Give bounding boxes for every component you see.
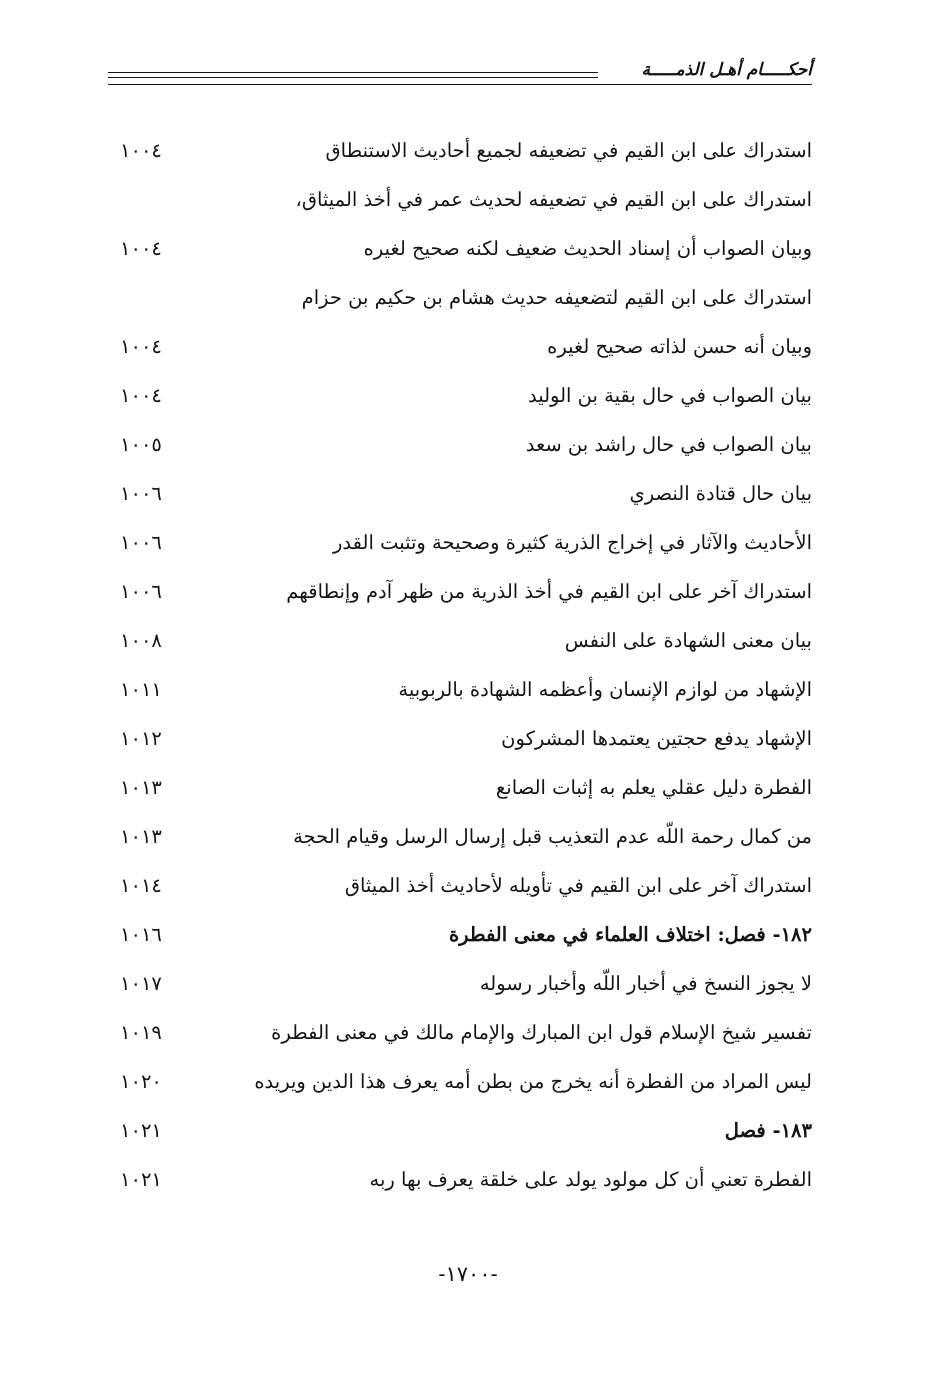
toc-row (100, 324, 812, 373)
toc-row (100, 667, 812, 716)
toc-page-number: ١٠٠٤ (120, 139, 162, 162)
toc-page-number: ١٠٠٤ (120, 335, 162, 358)
toc-row (100, 814, 812, 863)
running-header (108, 58, 812, 98)
toc-row (100, 128, 812, 177)
toc-entry-title: الفطرة دليل عقلي يعلم به إثبات الصانع (495, 776, 812, 799)
toc-page-number: ١٠١٧ (120, 972, 162, 995)
toc-row (100, 275, 812, 324)
toc-row (100, 471, 812, 520)
toc-page-number: ١٠٢٠ (120, 1070, 162, 1093)
toc-page-number: ١٠٠٤ (120, 384, 162, 407)
toc-page-number: ١٠٠٦ (120, 531, 162, 554)
toc-entry-title: الفطرة تعني أن كل مولود يولد على خلقة يعرف بها ربه (369, 1168, 812, 1191)
toc-page-number: ١٠١٣ (120, 776, 162, 799)
toc-entry-title: وبيان أنه حسن لذاته صحيح لغيره (547, 335, 812, 358)
toc-page-number: ١٠٢١ (120, 1168, 162, 1191)
toc-entry-title: الأحاديث والآثار في إخراج الذرية كثيرة وصحيحة وتثبت القدر (333, 531, 812, 554)
toc-row (100, 1010, 812, 1059)
toc-entry-title: لا يجوز النسخ في أخبار اللّه وأخبار رسوله (479, 972, 812, 995)
toc-row (100, 1157, 812, 1206)
toc-entry-title: الإشهاد يدفع حجتين يعتمدها المشركون (501, 727, 812, 750)
header-rule (108, 84, 812, 85)
toc-row (100, 716, 812, 765)
toc-entry-title: بيان حال قتادة النصري (629, 482, 812, 505)
toc-entry-title: بيان معنى الشهادة على النفس (564, 629, 812, 652)
toc-row (100, 1059, 812, 1108)
toc-chapter-heading: ١٨٢- فصل: اختلاف العلماء في معنى الفطرة (448, 923, 812, 946)
toc-entry-title: بيان الصواب في حال راشد بن سعد (525, 433, 812, 456)
toc-row (100, 912, 812, 961)
toc-row (100, 765, 812, 814)
page-footer (0, 1262, 936, 1286)
toc-row (100, 961, 812, 1010)
toc-page-number: ١٠١٤ (120, 874, 162, 897)
toc-entry-title: الإشهاد من لوازم الإنسان وأعظمه الشهادة بالربوبية (398, 678, 812, 701)
toc-chapter-heading: ١٨٣- فصل (724, 1119, 812, 1142)
table-of-contents (100, 128, 812, 1206)
toc-page-number: ١٠١٣ (120, 825, 162, 848)
toc-entry-title: استدراك آخر على ابن القيم في أخذ الذرية من ظهر آدم وإنطاقهم (286, 580, 812, 603)
toc-row (100, 226, 812, 275)
toc-page-number: ١٠٠٨ (120, 629, 162, 652)
toc-entry-title: استدراك على ابن القيم في تضعيفه لحديث عمر في أخذ الميثاق، (295, 188, 812, 211)
toc-row (100, 520, 812, 569)
toc-page-number: ١٠١١ (120, 678, 162, 701)
toc-entry-title: تفسير شيخ الإسلام قول ابن المبارك والإمام مالك في معنى الفطرة (271, 1021, 812, 1044)
book-title: أحكـــــام أهـل الذمـــــة (641, 60, 812, 80)
header-rule (108, 77, 598, 78)
toc-row (100, 177, 812, 226)
toc-page-number: ١٠٢١ (120, 1119, 162, 1142)
toc-page-number: ١٠٠٤ (120, 237, 162, 260)
toc-page-number: ١٠٠٦ (120, 482, 162, 505)
toc-row (100, 569, 812, 618)
toc-row (100, 863, 812, 912)
toc-row (100, 1108, 812, 1157)
toc-row (100, 373, 812, 422)
header-rule (108, 72, 598, 73)
toc-entry-title: ليس المراد من الفطرة أنه يخرج من بطن أمه يعرف هذا الدين ويريده (254, 1070, 812, 1093)
toc-entry-title: من كمال رحمة اللّه عدم التعذيب قبل إرسال الرسل وقيام الحجة (293, 825, 812, 848)
toc-page-number: ١٠١٩ (120, 1021, 162, 1044)
toc-entry-title: وبيان الصواب أن إسناد الحديث ضعيف لكنه صحيح لغيره (363, 237, 812, 260)
toc-page-number: ١٠١٦ (120, 923, 162, 946)
toc-page-number: ١٠٠٦ (120, 580, 162, 603)
toc-entry-title: استدراك على ابن القيم في تضعيفه لجميع أحاديث الاستنطاق (325, 139, 812, 162)
toc-row (100, 618, 812, 667)
toc-page-number: ١٠٠٥ (120, 433, 162, 456)
toc-row (100, 422, 812, 471)
page-number: -١٧٠٠- (438, 1262, 498, 1286)
toc-page-number: ١٠١٢ (120, 727, 162, 750)
toc-entry-title: استدراك آخر على ابن القيم في تأويله لأحاديث أخذ الميثاق (344, 874, 812, 897)
toc-entry-title: بيان الصواب في حال بقية بن الوليد (527, 384, 812, 407)
toc-entry-title: استدراك على ابن القيم لتضعيفه حديث هشام بن حكيم بن حزام (301, 286, 812, 309)
